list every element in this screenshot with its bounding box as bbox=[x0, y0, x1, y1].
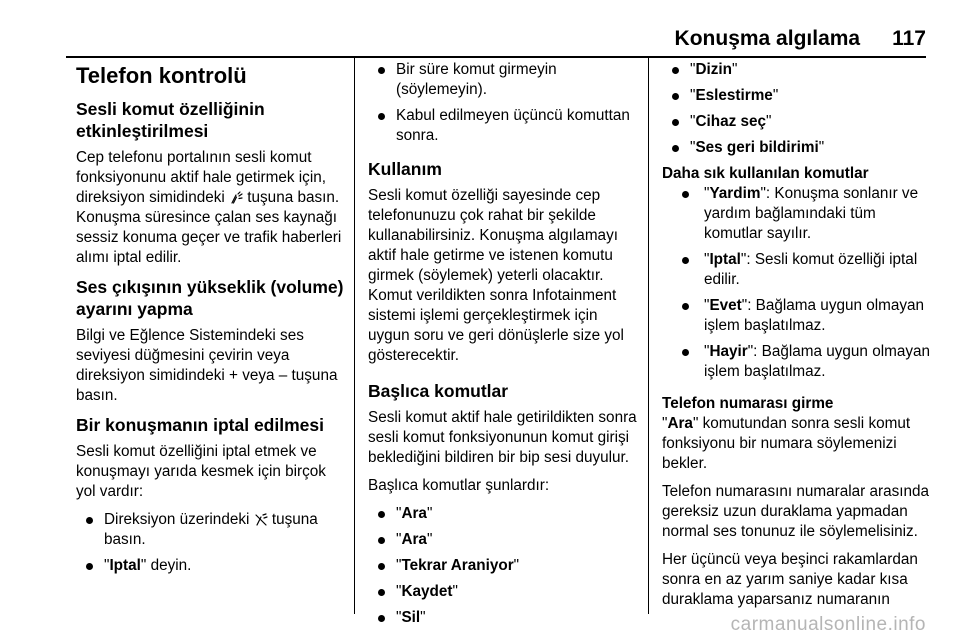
column-1 bbox=[76, 60, 348, 582]
list-item: "Dizin" bbox=[662, 60, 930, 80]
cancel-list bbox=[76, 510, 348, 576]
paragraph-main-commands: Sesli komut aktif hale getirildikten sonra sesli komut fonksiyonunun komut girişi beklediğini bildiren bir bip sesi duyulur. bbox=[368, 409, 637, 466]
page-number: 117 bbox=[892, 27, 926, 50]
header-rule bbox=[66, 56, 926, 58]
cancel-list-continued bbox=[368, 60, 640, 146]
heading-phone-number: Telefon numarası girme bbox=[662, 395, 834, 412]
list-item: "Sil" bbox=[368, 608, 640, 628]
list-item: "Eslestirme" bbox=[662, 86, 930, 106]
list-item: "Ara" bbox=[368, 530, 640, 550]
list-item: "Hayir": Bağlama uygun olmayan işlem başlatılmaz. bbox=[662, 342, 930, 382]
column-divider-1 bbox=[354, 58, 355, 614]
paragraph-phone-number: "Ara" komutundan sonra sesli komut fonksiyonu bir numara söylemenizi bekler. bbox=[662, 415, 911, 472]
main-commands-list-continued bbox=[662, 60, 930, 158]
watermark: carmanualsonline.info bbox=[730, 614, 926, 635]
list-item: Kabul edilmeyen üçüncü komuttan sonra. bbox=[368, 106, 640, 146]
running-header bbox=[66, 26, 926, 52]
main-commands-list bbox=[368, 504, 640, 628]
column-3 bbox=[662, 60, 930, 618]
heading-volume: Ses çıkışının yükseklik (volume) ayarını yapma bbox=[76, 277, 344, 319]
heading-usage: Kullanım bbox=[368, 159, 442, 179]
paragraph-usage: Sesli komut özelliği sayesinde cep telefonunuzu çok rahat bir şekilde kullanabilirsiniz. Konuşma algılamayı aktif hale getirme ve istenen komutu girmek (söylemek) yeterli olacaktır. Komut verildikten sonra Infotainment sistemi işlemi gerçekleştirmek için uygun soru ve geri dönüşlerle size yol gösterecektir. bbox=[368, 187, 624, 364]
section-title: Konuşma algılama bbox=[674, 27, 861, 50]
list-item: "Ara" bbox=[368, 504, 640, 524]
list-item: "Tekrar Araniyor" bbox=[368, 556, 640, 576]
heading-main-commands: Başlıca komutlar bbox=[368, 381, 509, 401]
paragraph-phone-number-2: Telefon numarasını numaralar arasında gereksiz uzun duraklama yapmadan normal ses tonunuz ile söylemelisiniz. bbox=[662, 483, 929, 540]
paragraph-activate-voice: Cep telefonu portalının sesli komut fonksiyonunu aktif hale getirmek için, direksiyon simidindeki tuşuna basın. Konuşma süresince çalan ses kaynağı sessiz konuma geçer ve trafik haberleri alımı iptal edilir. bbox=[76, 149, 342, 266]
paragraph-cancel: Sesli komut özelliğini iptal etmek ve konuşmayı yarıda kesmek için birçok yol vardır: bbox=[76, 443, 326, 500]
paragraph-phone-number-3: Her üçüncü veya beşinci rakamlardan sonra en az yarım saniye kadar kısa duraklama yaparsanız numaranın bbox=[662, 551, 918, 608]
voice-off-icon bbox=[254, 513, 268, 527]
heading-frequent-commands: Daha sık kullanılan komutlar bbox=[662, 165, 869, 182]
list-item: "Yardim": Konuşma sonlanır ve yardım bağlamındaki tüm komutlar sayılır. bbox=[662, 184, 930, 244]
page-title: Telefon kontrolü bbox=[76, 63, 247, 88]
frequent-commands-list bbox=[662, 184, 930, 382]
column-divider-2 bbox=[648, 58, 649, 614]
paragraph-volume: Bilgi ve Eğlence Sistemindeki ses seviyesi düğmesini çevirin veya direksiyon simidindeki + veya – tuşuna basın. bbox=[76, 327, 338, 404]
list-item: "Ses geri bildirimi" bbox=[662, 138, 930, 158]
list-item: "Kaydet" bbox=[368, 582, 640, 602]
list-item: Direksiyon üzerindeki tuşuna basın. bbox=[76, 510, 348, 550]
heading-cancel: Bir konuşmanın iptal edilmesi bbox=[76, 415, 324, 435]
list-item: Bir süre komut girmeyin (söylemeyin). bbox=[368, 60, 640, 100]
list-item: "Iptal": Sesli komut özelliği iptal edilir. bbox=[662, 250, 930, 290]
list-item: "Evet": Bağlama uygun olmayan işlem başlatılmaz. bbox=[662, 296, 930, 336]
voice-command-icon bbox=[229, 191, 243, 205]
column-2 bbox=[368, 60, 640, 634]
heading-activate-voice: Sesli komut özelliğinin etkinleştirilmesi bbox=[76, 99, 265, 141]
list-item: "Cihaz seç" bbox=[662, 112, 930, 132]
paragraph-main-commands-intro: Başlıca komutlar şunlardır: bbox=[368, 477, 550, 494]
list-item: "Iptal" deyin. bbox=[76, 556, 348, 576]
